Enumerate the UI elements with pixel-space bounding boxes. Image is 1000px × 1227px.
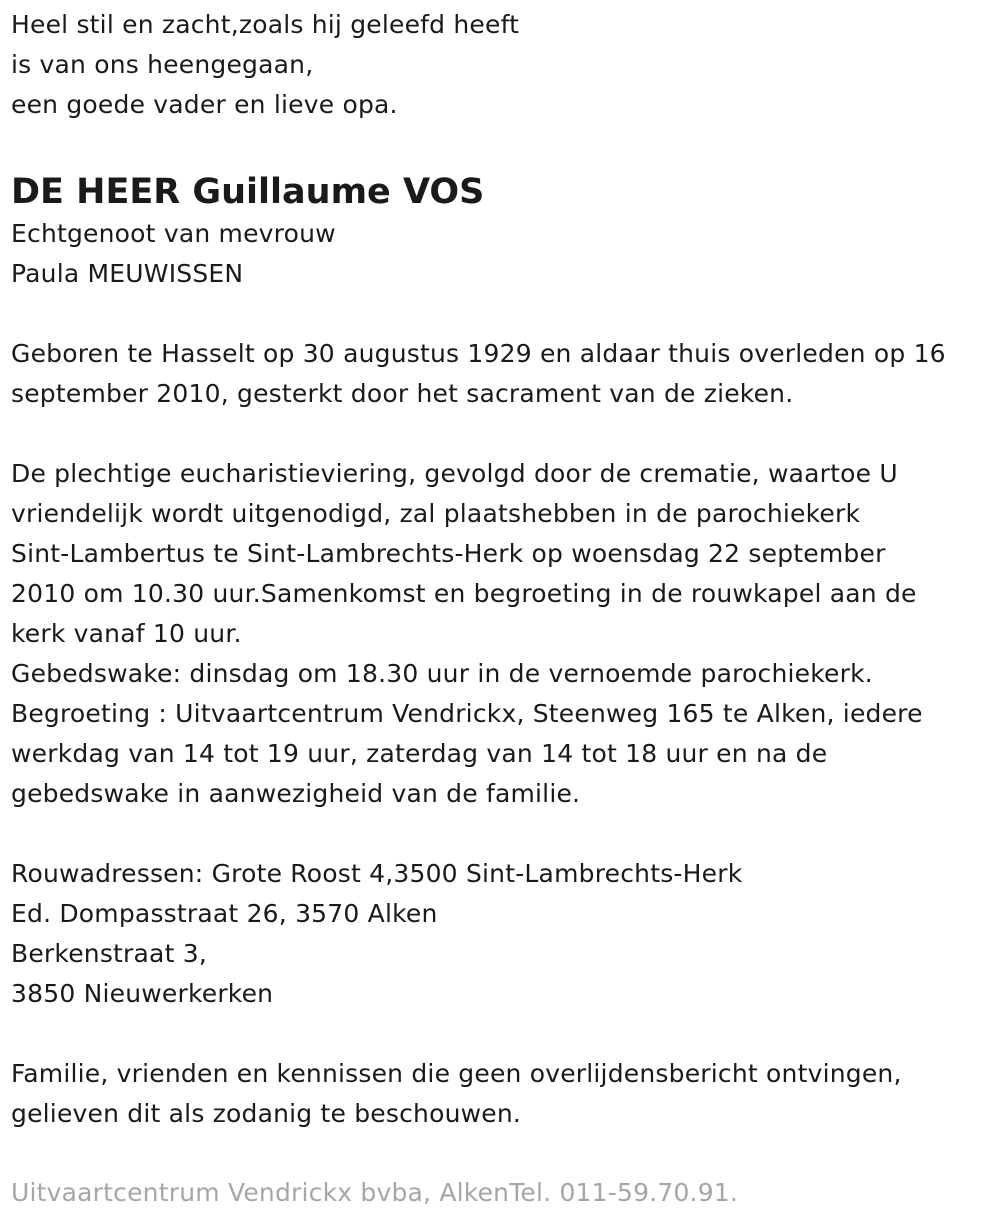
address-line: Rouwadressen: Grote Roost 4,3500 Sint-Lambrechts-Herk xyxy=(11,859,743,888)
mourning-addresses xyxy=(11,854,991,1014)
spouse-line: Echtgenoot van mevrouw xyxy=(11,219,336,248)
closing-note xyxy=(11,1054,991,1134)
verse-line: is van ons heengegaan, xyxy=(11,50,314,79)
ceremony-line: werkdag van 14 tot 19 uur, zaterdag van 14 tot 18 uur en na de xyxy=(11,739,828,768)
birth-death-info xyxy=(11,334,991,414)
obituary-notice xyxy=(11,0,991,1134)
spouse-line: Paula MEUWISSEN xyxy=(11,259,244,288)
ceremony-line: Sint-Lambertus te Sint-Lambrechts-Herk op woensdag 22 september xyxy=(11,539,886,568)
spouse-info xyxy=(11,214,991,294)
ceremony-line: Begroeting : Uitvaartcentrum Vendrickx, Steenweg 165 te Alken, iedere xyxy=(11,699,923,728)
verse xyxy=(11,5,991,125)
address-line: 3850 Nieuwerkerken xyxy=(11,979,274,1008)
ceremony-line: Gebedswake: dinsdag om 18.30 uur in de vernoemde parochiekerk. xyxy=(11,659,873,688)
ceremony-line: 2010 om 10.30 uur.Samenkomst en begroeting in de rouwkapel aan de xyxy=(11,579,917,608)
ceremony-line: kerk vanaf 10 uur. xyxy=(11,619,242,648)
deceased-name: DE HEER Guillaume VOS xyxy=(11,172,485,212)
funeral-home-footer: Uitvaartcentrum Vendrickx bvba, AlkenTel. 011-59.70.91. xyxy=(11,1178,739,1207)
closing-line: Familie, vrienden en kennissen die geen overlijdensbericht ontvingen, xyxy=(11,1059,902,1088)
ceremony-line: gebedswake in aanwezigheid van de familie. xyxy=(11,779,581,808)
ceremony-line: De plechtige eucharistieviering, gevolgd door de crematie, waartoe U xyxy=(11,459,898,488)
address-line: Berkenstraat 3, xyxy=(11,939,207,968)
ceremony-line: vriendelijk wordt uitgenodigd, zal plaatshebben in de parochiekerk xyxy=(11,499,861,528)
closing-line: gelieven dit als zodanig te beschouwen. xyxy=(11,1099,522,1128)
verse-line: Heel stil en zacht,zoals hij geleefd heeft xyxy=(11,10,520,39)
ceremony-info xyxy=(11,454,991,814)
birth-line: Geboren te Hasselt op 30 augustus 1929 en aldaar thuis overleden op 16 xyxy=(11,339,946,368)
birth-line: september 2010, gesterkt door het sacrament van de zieken. xyxy=(11,379,794,408)
address-line: Ed. Dompasstraat 26, 3570 Alken xyxy=(11,899,438,928)
verse-line: een goede vader en lieve opa. xyxy=(11,90,398,119)
